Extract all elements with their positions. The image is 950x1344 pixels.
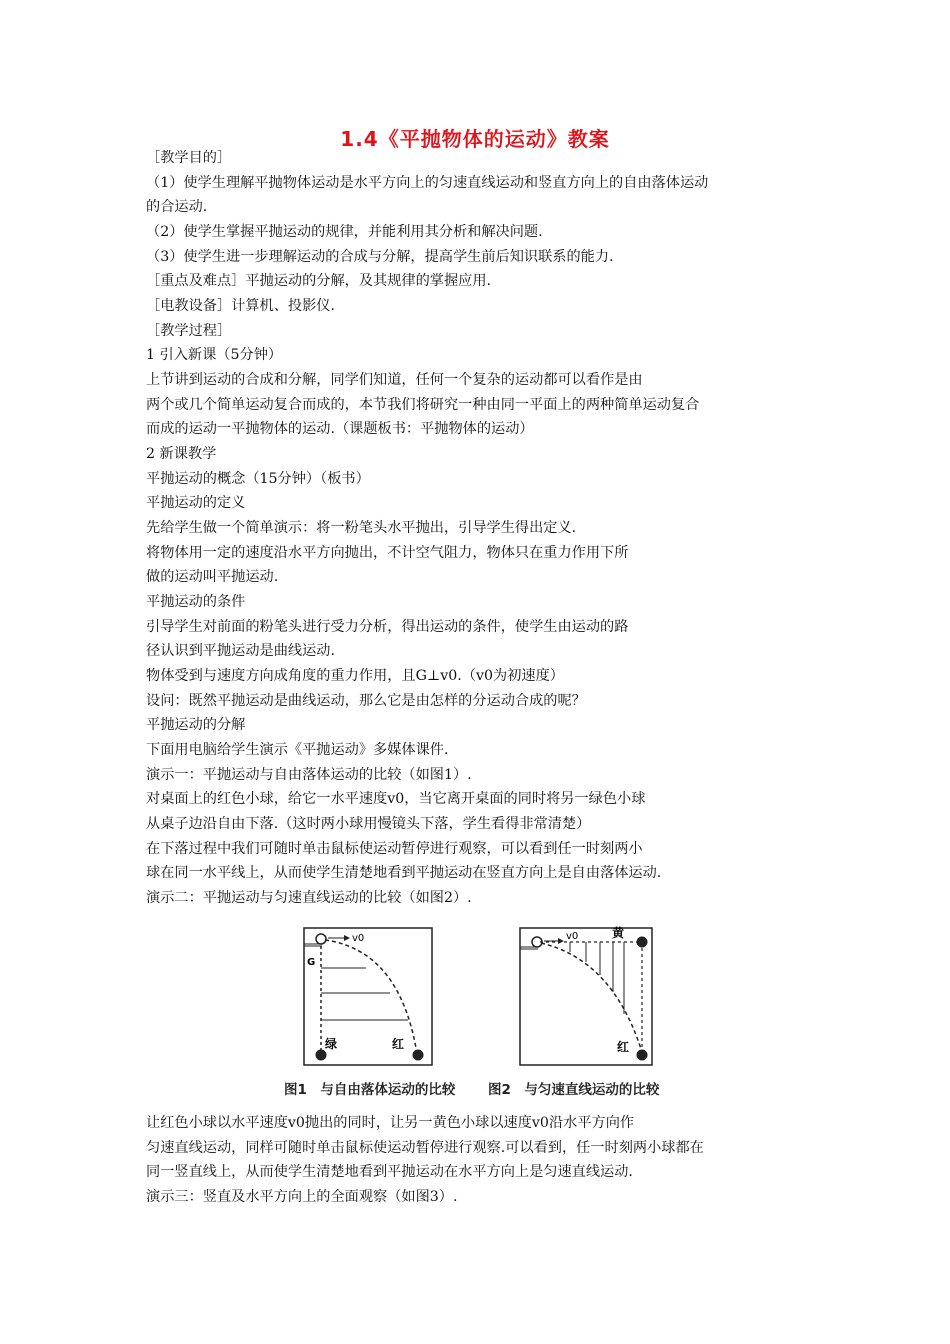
figure-diagrams (278, 920, 678, 1075)
text-line: 平抛运动的概念（15分钟）（板书） (146, 471, 370, 487)
figure-2-caption: 图2 与匀速直线运动的比较 (488, 1082, 660, 1098)
text-line: 两个或几个简单运动复合而成的，本节我们将研究一种由同一平面上的两种简单运动复合 (146, 397, 700, 413)
text-line: （2）使学生掌握平抛运动的规律，并能利用其分析和解决问题. (146, 224, 543, 240)
text-line: 2 新课教学 (146, 446, 217, 462)
text-line: 径认识到平抛运动是曲线运动. (146, 643, 335, 659)
text-line: 做的运动叫平抛运动. (146, 569, 279, 585)
text-line: ［电教设备］计算机、投影仪. (146, 298, 335, 314)
text-line: 让红色小球以水平速度v0抛出的同时，让另一黄色小球以速度v0沿水平方向作 (146, 1115, 635, 1131)
text-line: （3）使学生进一步理解运动的合成与分解，提高学生前后知识联系的能力. (146, 249, 614, 265)
text-line: 设问：既然平抛运动是曲线运动，那么它是由怎样的分运动合成的呢？ (146, 693, 586, 709)
figure-2-yellow-ball (637, 937, 648, 948)
text-line: （1）使学生理解平抛物体运动是水平方向上的匀速直线运动和竖直方向上的自由落体运动 (146, 175, 709, 191)
text-line: 引导学生对前面的粉笔头进行受力分析，得出运动的条件，使学生由运动的路 (146, 619, 629, 635)
figure-1-diagram (304, 928, 432, 1065)
text-line: 演示二：平抛运动与匀速直线运动的比较（如图2）. (146, 890, 472, 906)
figure-1-caption: 图1 与自由落体运动的比较 (284, 1082, 456, 1098)
text-line: 匀速直线运动，同样可随时单击鼠标使运动暂停进行观察.可以看到，任一时刻两小球都在 (146, 1140, 704, 1156)
figure-1-red-label: 红 (392, 1037, 405, 1051)
figure-1-frame (304, 928, 432, 1065)
text-line: ［重点及难点］平抛运动的分解，及其规律的掌握应用. (146, 273, 492, 289)
figure-2-yellow-label: 黄 (612, 926, 625, 940)
text-line: 演示一：平抛运动与自由落体运动的比较（如图1）. (146, 767, 472, 783)
figure-1-green-label: 绿 (325, 1037, 338, 1051)
text-line: 同一竖直线上，从而使学生清楚地看到平抛运动在水平方向上是匀速直线运动. (146, 1164, 633, 1180)
figure-2-red-label: 红 (617, 1040, 630, 1054)
text-line: 的合运动. (146, 199, 208, 215)
text-line: 从桌子边沿自由下落.（这时两小球用慢镜头下落，学生看得非常清楚） (146, 816, 591, 832)
text-line: 对桌面上的红色小球，给它一水平速度v0，当它离开桌面的同时将另一绿色小球 (146, 791, 646, 807)
text-line: 而成的运动一平抛物体的运动.（课题板书：平抛物体的运动） (146, 421, 534, 437)
text-line: 物体受到与速度方向成角度的重力作用，且G⊥v0.（v0为初速度） (146, 668, 564, 684)
text-line: 1 引入新课（5分钟） (146, 347, 283, 363)
figure-1-v0-label: v0 (352, 933, 365, 944)
text-line: 平抛运动的定义 (146, 495, 246, 511)
text-line: 平抛运动的条件 (146, 594, 246, 610)
figure-1-g-label: G (307, 957, 316, 968)
text-line: ［教学目的］ (146, 150, 232, 166)
text-line: 下面用电脑给学生演示《平抛运动》多媒体课件. (146, 742, 449, 758)
text-line: 在下落过程中我们可随时单击鼠标使运动暂停进行观察，可以看到任一时刻两小 (146, 841, 643, 857)
figure-2-v0-label: v0 (566, 931, 579, 942)
figure-2-red-ball (637, 1050, 648, 1061)
text-line: 球在同一水平线上，从而使学生清楚地看到平抛运动在竖直方向上是自由落体运动. (146, 865, 662, 881)
figure-2-diagram (520, 925, 652, 1065)
text-line: 将物体用一定的速度沿水平方向抛出，不计空气阻力，物体只在重力作用下所 (146, 545, 629, 561)
text-line: 上节讲到运动的合成和分解，同学们知道，任何一个复杂的运动都可以看作是由 (146, 372, 643, 388)
text-line: 平抛运动的分解 (146, 717, 246, 733)
figure-1-start-ball (316, 934, 326, 944)
figure-1-red-ball (413, 1050, 424, 1061)
text-line: 演示三：竖直及水平方向上的全面观察（如图3）. (146, 1189, 458, 1205)
text-line: 先给学生做一个简单演示：将一粉笔头水平抛出，引导学生得出定义. (146, 520, 577, 536)
figure-block (278, 920, 678, 1105)
figure-1-green-ball (316, 1050, 327, 1061)
text-line: ［教学过程］ (146, 323, 232, 339)
page-title: 1.4《平抛物体的运动》教案 (340, 127, 610, 151)
